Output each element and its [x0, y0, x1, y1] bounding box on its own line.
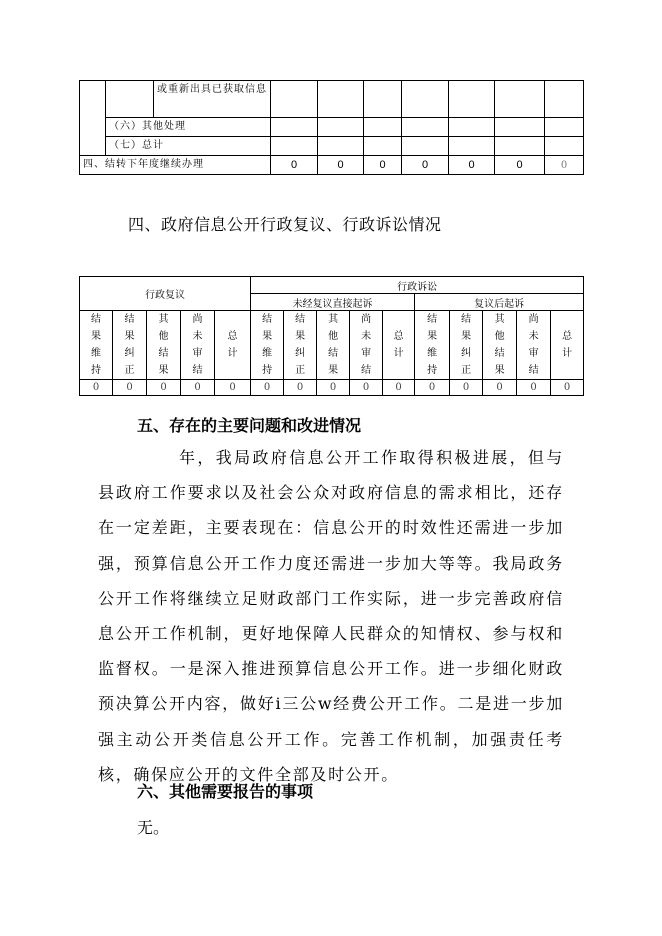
table-cell [402, 81, 449, 118]
value-cell: 0 [317, 380, 350, 396]
column-header: 结 果 维 持 [415, 311, 450, 380]
section-4-title: 四、政府信息公开行政复议、行政诉讼情况 [128, 215, 442, 234]
section-6-body: 无。 [137, 818, 170, 837]
column-header: 其 他 结 果 [483, 311, 517, 380]
table-cell [271, 118, 318, 137]
table-cell [364, 118, 402, 137]
column-header: 结 果 维 持 [251, 311, 284, 380]
table-cell [402, 137, 449, 156]
carry-value: 0 [318, 156, 364, 175]
review-header: 行政复议 [80, 277, 251, 311]
table-cell [271, 137, 318, 156]
column-header: 尚 未 审 结 [517, 311, 551, 380]
value-cell: 0 [350, 380, 383, 396]
section-6-title: 六、其他需要报告的事项 [137, 782, 314, 801]
column-header: 其 他 结 果 [147, 311, 181, 380]
direct-suit-header: 未经复议直接起诉 [251, 294, 415, 311]
value-cell: 0 [383, 380, 415, 396]
carry-value: 0 [402, 156, 449, 175]
column-header: 总 计 [215, 311, 251, 380]
column-header: 结 果 纠 正 [113, 311, 147, 380]
value-cell: 0 [147, 380, 181, 396]
carry-value: 0 [271, 156, 318, 175]
table-cell [318, 137, 364, 156]
table-cell [495, 81, 545, 118]
carry-value: 0 [364, 156, 402, 175]
value-cell: 0 [450, 380, 483, 396]
table-cell [545, 81, 584, 118]
value-cell: 0 [483, 380, 517, 396]
value-cell: 0 [415, 380, 450, 396]
value-cell: 0 [551, 380, 584, 396]
section-5-body [98, 440, 564, 792]
column-header: 总 计 [551, 311, 584, 380]
value-cell: 0 [215, 380, 251, 396]
table-cell [449, 137, 495, 156]
value-cell: 0 [517, 380, 551, 396]
row-total-label: （七）总计 [106, 137, 271, 156]
after-review-header: 复议后起诉 [415, 294, 584, 311]
indent-subcell [106, 81, 154, 118]
row-reissue-label: 或重新出具已获取信息 [154, 81, 271, 118]
table-cell [364, 81, 402, 118]
row-other-handling-label: （六）其他处理 [106, 118, 271, 137]
column-header: 结 果 纠 正 [450, 311, 483, 380]
table-cell [545, 137, 584, 156]
column-header: 尚 未 审 结 [350, 311, 383, 380]
table-cell [318, 81, 364, 118]
carry-value: 0 [545, 156, 584, 175]
table-cell [318, 118, 364, 137]
carry-value: 0 [449, 156, 495, 175]
review-litigation-table [79, 276, 584, 396]
disposal-table-fragment [79, 80, 584, 175]
section-5-paragraph: 年，我局政府信息公开工作取得积极进展，但与县政府工作要求以及社会公众对政府信息的需求相比，还存在一定差距，主要表现在：信息公开的时效性还需进一步加强，预算信息公开工作力度还需进一步加大等等。我局政务公开工作将继续立足财政部门工作实际，进一步完善政府信息公开工作机制，更好地保障人民群众的知情权、参与权和监督权。一是深入推进预算信息公开工作。进一步细化财政预决算公开内容，做好i三公w经费公开工作。二是进一步加强主动公开类信息公开工作。完善工作机制，加强责任考核，确保应公开的文件全部及时公开。 [98, 448, 564, 784]
column-header: 其 他 结 果 [317, 311, 350, 380]
column-header: 结 果 纠 正 [284, 311, 317, 380]
table-cell [495, 118, 545, 137]
table-cell [449, 81, 495, 118]
table-cell [495, 137, 545, 156]
litigation-header: 行政诉讼 [251, 277, 584, 294]
column-header: 总 计 [383, 311, 415, 380]
value-cell: 0 [251, 380, 284, 396]
table-cell [545, 118, 584, 137]
table-cell [364, 137, 402, 156]
column-header: 尚 未 审 结 [181, 311, 215, 380]
value-cell: 0 [284, 380, 317, 396]
row-carry-over-label: 四、结转下年度继续办理 [80, 156, 271, 175]
value-cell: 0 [80, 380, 113, 396]
indent-cell [80, 81, 106, 156]
table-cell [449, 118, 495, 137]
value-cell: 0 [181, 380, 215, 396]
column-header: 结 果 维 持 [80, 311, 113, 380]
carry-value: 0 [495, 156, 545, 175]
section-5-title: 五、存在的主要问题和改进情况 [137, 416, 362, 435]
table-cell [402, 118, 449, 137]
table-cell [271, 81, 318, 118]
value-cell: 0 [113, 380, 147, 396]
